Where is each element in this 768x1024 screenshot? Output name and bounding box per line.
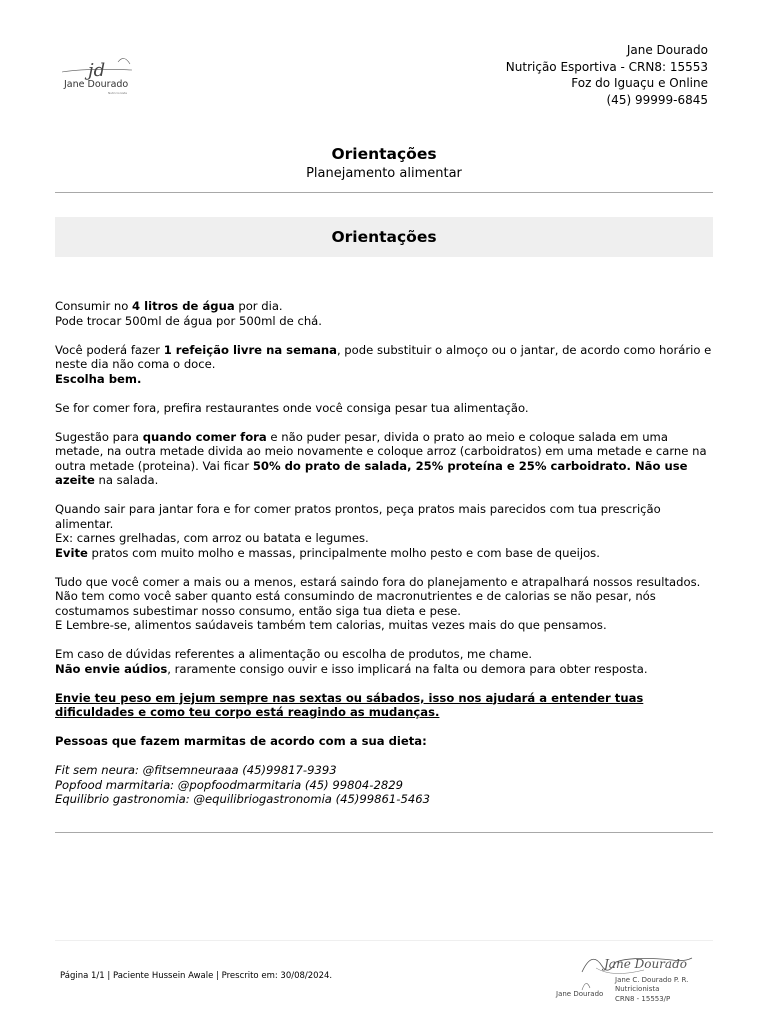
header-divider	[55, 192, 713, 193]
page-subtitle: Planejamento alimentar	[306, 166, 462, 181]
plan-line-1: Tudo que você comer a mais ou a menos, estará saindo fora do planejamento e atrapalhará nossos resultados.	[55, 574, 701, 589]
free-meal-paragraph: Você poderá fazer 1 refeição livre na semana, pode substituir o almoço ou o jantar, de acordo como horário e neste dia não coma o doce.	[55, 342, 712, 371]
logo-name: Jane Dourado	[64, 79, 129, 90]
signature-name: Jane C. Dourado P. R.	[615, 976, 689, 984]
choose-well: Escolha bem.	[55, 371, 142, 386]
contact-name: Jane Dourado	[626, 43, 708, 57]
dinner-line-3: Evite pratos com muito molho e massas, principalmente molho pesto e com base de queijos.	[55, 545, 600, 560]
contact-location: Foz do Iguaçu e Online	[571, 76, 708, 90]
plan-line-3: E Lembre-se, alimentos saúdaveis também tem calorias, muitas vezes mais do que pensamos.	[55, 618, 607, 632]
water-line-2: Pode trocar 500ml de água por 500ml de chá.	[55, 313, 322, 328]
signature-crn: CRN8 - 15553/P	[615, 994, 671, 1003]
contact-phone: (45) 99999-6845	[606, 92, 708, 107]
body-divider	[55, 832, 713, 833]
section-header	[55, 217, 713, 257]
doubts-line-2: Não envie aúdios, raramente consigo ouvir e isso implicará na falta ou demora para obter resposta.	[55, 661, 648, 676]
plate-suggestion-paragraph: Sugestão para quando comer fora e não puder pesar, divida o prato ao meio e coloque salada em uma metade, na outra metade divida ao meio novamente e coloque arroz (carboidratos) em uma metade e carne na outra metade (proteina). Vai ficar 50% do prato de salada, 25% proteína e 25% carboidrato. Não use azeite na salada.	[55, 429, 707, 487]
marmita-item: Popfood marmitaria: @popfoodmarmitaria (45) 99804-2829	[55, 777, 403, 792]
footer-text: Página 1/1 | Paciente Hussein Awale | Prescrito em: 30/08/2024.	[60, 971, 333, 981]
footer-divider	[55, 940, 713, 941]
brand-logo	[58, 42, 138, 100]
contact-specialty: Nutrição Esportiva - CRN8: 15553	[505, 59, 708, 74]
signature-caption	[615, 976, 688, 1004]
section-title: Orientações	[331, 228, 437, 246]
restaurants-paragraph: Se for comer fora, prefira restaurantes onde você consiga pesar tua alimentação.	[55, 400, 529, 415]
page-title: Orientações	[331, 145, 437, 163]
marmita-item: Equilibrio gastronomia: @equilibriogastronomia (45)99861-5463	[55, 792, 430, 806]
guidelines-body	[55, 299, 717, 807]
signature-script: Jane Dourado	[604, 957, 687, 971]
signature-logo-name: Jane Dourado	[556, 990, 604, 998]
logo-tagline: Nutricionista	[108, 91, 128, 95]
logo-initials: jd	[88, 60, 106, 81]
signature-role: Nutricionista	[615, 985, 660, 994]
contact-block	[506, 42, 708, 108]
plan-line-2: Não tem como você saber quanto está consumindo de macronutrientes e de calorias se não pesar, nós costumamos subestimar nosso consumo, então siga tua dieta e pese.	[55, 589, 656, 618]
weight-instruction: Envie teu peso em jejum sempre nas sextas ou sábados, isso nos ajudará a entender tuas dificuldades e como teu corpo está reagindo as mudanças.	[55, 690, 644, 719]
dinner-line-1: Quando sair para jantar fora e for comer pratos prontos, peça pratos mais parecidos com tua prescrição alimentar.	[55, 502, 661, 531]
doubts-line-1: Em caso de dúvidas referentes a alimentação ou escolha de produtos, me chame.	[55, 647, 533, 661]
water-line-1: Consumir no 4 litros de água por dia.	[55, 299, 283, 313]
marmita-item: Fit sem neura: @fitsemneuraaa (45)99817-9393	[55, 763, 337, 777]
marmitas-title: Pessoas que fazem marmitas de acordo com a sua dieta:	[55, 734, 427, 748]
dinner-line-2: Ex: carnes grelhadas, com arroz ou batata e legumes.	[55, 531, 369, 545]
